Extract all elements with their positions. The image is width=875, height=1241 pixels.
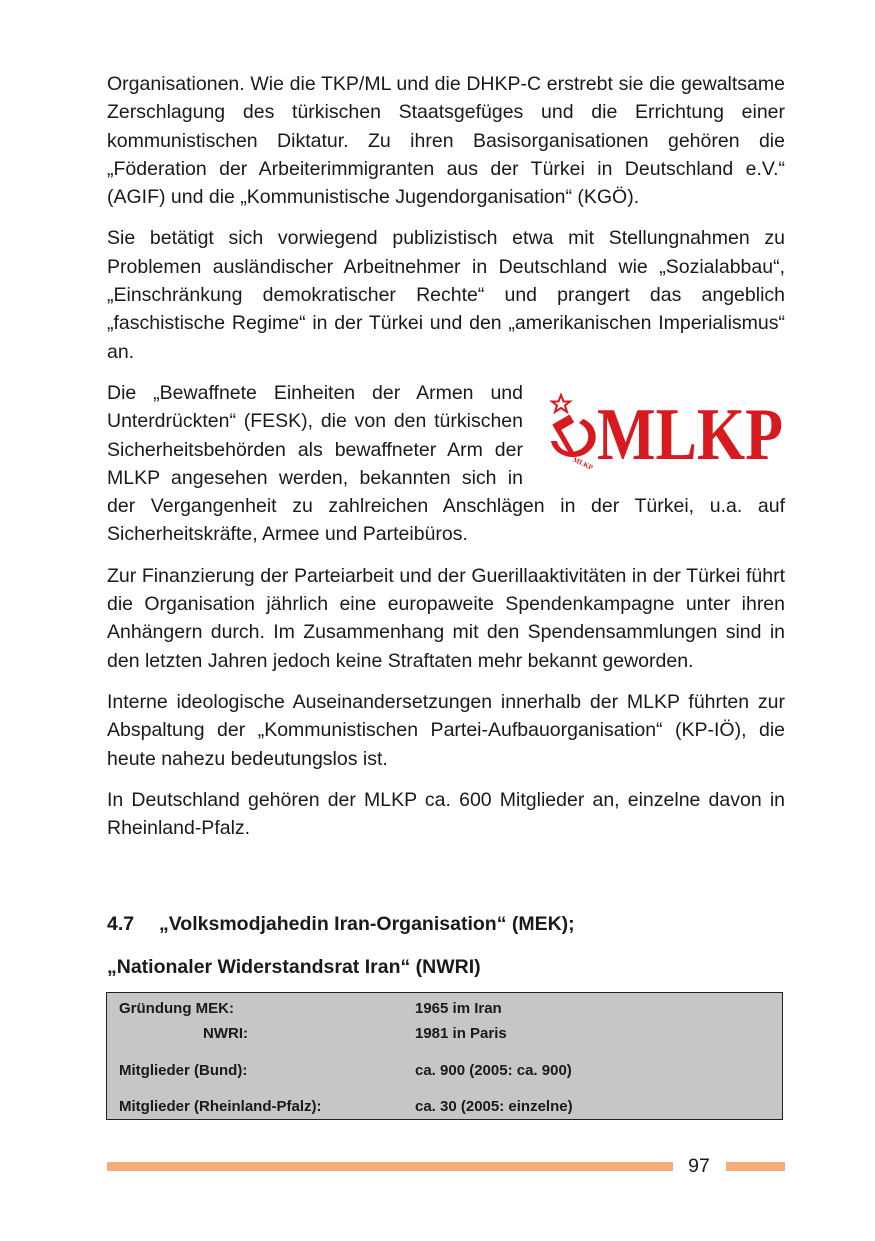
section-number: 4.7: [107, 913, 135, 935]
paragraph: Zur Finanzierung der Parteiarbeit und der Guerillaaktivitäten in der Türkei führt die Organisation jährlich eine europaweite Spendenkampagne unter ihren Anhängern durch. Im Zusammenhang mit den Spendensammlungen sind in den letzten Jahren jedoch keine Straftaten mehr bekannt geworden.: [107, 564, 785, 672]
info-key: Mitglieder (Rheinland-Pfalz):: [119, 1098, 322, 1115]
footer-bar-right: [726, 1162, 785, 1171]
info-key: NWRI:: [203, 1025, 248, 1042]
paragraph: Sie betätigt sich vorwiegend publizistisch etwa mit Stellungnahmen zu Problemen ausländischer Arbeitnehmer in Deutschland wie „Sozialabbau“, „Einschränkung demokratischer Rechte“ und prangert das angeblich „faschistische Regime“ in der Türkei und den „amerikanischen Imperialismus“ an.: [107, 227, 785, 363]
info-value: 1965 im Iran: [415, 1000, 502, 1017]
info-row: [119, 1062, 772, 1079]
body-text: [107, 70, 785, 855]
hammer-sickle-icon: [547, 389, 785, 476]
mlkp-logo: [547, 389, 785, 476]
page-number: 97: [688, 1155, 710, 1177]
info-row: [119, 1025, 772, 1042]
paragraph: Organisationen. Wie die TKP/ML und die DHKP-C erstrebt sie die gewaltsame Zerschlagung des türkischen Staatsgefüges und die Errichtung einer kommunistischen Diktatur. Zu ihren Basisorganisationen gehören die „Föderation der Arbeiterimmigranten aus der Türkei in Deutschland e.V.“ (AGIF) und die „Kommunistische Jugendorganisation“ (KGÖ).: [107, 73, 785, 209]
info-row: [119, 1098, 772, 1115]
info-key: Gründung MEK:: [119, 1000, 234, 1017]
logo-text: MLKP: [597, 393, 783, 476]
section-heading: [107, 910, 785, 938]
info-value: ca. 30 (2005: einzelne): [415, 1098, 573, 1115]
info-box: [106, 992, 783, 1120]
paragraph: Die „Bewaffnete Einheiten der Armen und Unterdrückten“ (FESK), die von den türkischen Sicherheitsbehörden als bewaffneter Arm der MLKP angesehen werden, bekannten sich in der Vergangenheit zu zahlreichen Anschlägen in der Türkei, u.a. auf Sicherheitskräfte, Armee und Parteibüros.: [107, 381, 785, 546]
paragraph: In Deutschland gehören der MLKP ca. 600 Mitglieder an, einzelne davon in Rheinland-Pfalz.: [107, 788, 785, 840]
info-value: ca. 900 (2005: ca. 900): [415, 1062, 572, 1079]
paragraph: Interne ideologische Auseinandersetzungen innerhalb der MLKP führten zur Abspaltung der „Kommunistischen Partei-Aufbauorganisation“ (KP-IÖ), die heute nahezu bedeutungslos ist.: [107, 690, 785, 770]
section-title-line1: „Volksmodjahedin Iran-Organisation“ (MEK);: [159, 913, 575, 935]
info-key: Mitglieder (Bund):: [119, 1062, 248, 1079]
section-title-line2: „Nationaler Widerstandsrat Iran“ (NWRI): [107, 956, 481, 978]
svg-text:MLKP: MLKP: [571, 455, 595, 472]
info-value: 1981 in Paris: [415, 1025, 507, 1042]
footer-bar-left: [107, 1162, 673, 1171]
info-row: [119, 1000, 772, 1017]
